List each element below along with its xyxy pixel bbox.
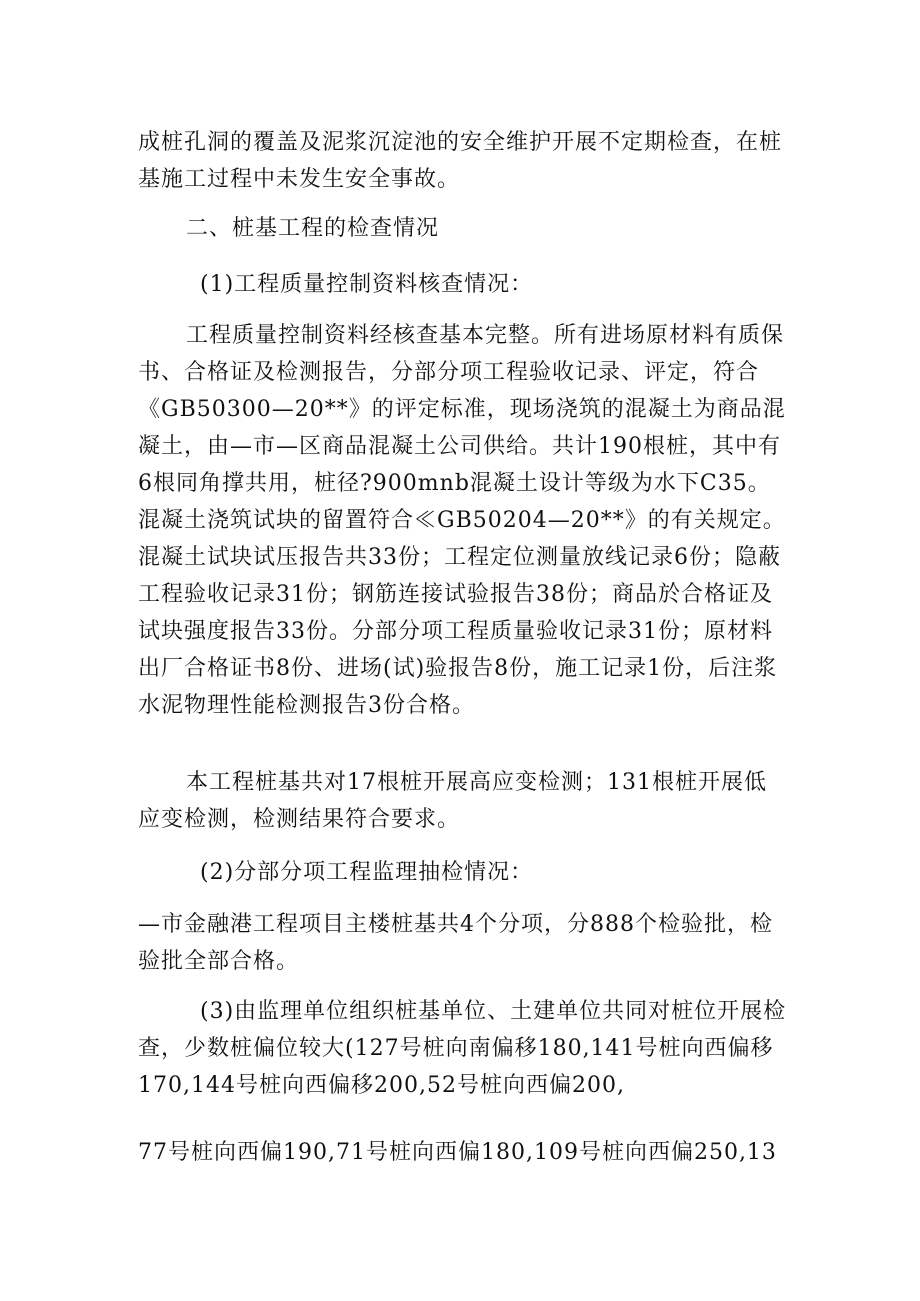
paragraph-pile-position-check: (3)由监理单位组织桩基单位、土建单位共同对桩位开展检查，少数桩偏位较大(127号桩向南偏移180,141号桩向西偏移170,144号桩向西偏移200,52号桩向西偏200, [138, 999, 787, 1098]
section-heading-pile-inspection: 二、桩基工程的检查情况 [186, 216, 440, 241]
subheading-quality-control: (1)工程质量控制资料核查情况： [200, 272, 534, 297]
paragraph-pile-offsets-continued: 77号桩向西偏190,71号桩向西偏180,109号桩向西偏250,13 [138, 1140, 777, 1165]
subheading-supervision-sampling: (2)分部分项工程监理抽检情况： [200, 860, 534, 885]
paragraph-safety-inspection: 成桩孔洞的覆盖及泥浆沉淀池的安全维护开展不定期检查，在桩基施工过程中未发生安全事故。 [138, 130, 783, 192]
paragraph-quality-control-details: 工程质量控制资料经核查基本完整。所有进场原材料有质保书、合格证及检测报告，分部分项工程验收记录、评定，符合《GB50300—20**》的评定标准，现场浇筑的混凝土为商品混凝土，由—市—区商品混凝土公司供给。共计190根桩，其中有6根同角撑共用，桩径?900mnb混凝土设计等级为水下C35。混凝土浇筑试块的留置符合≪GB50204—20**》的有关规定。混凝土试块试压报告共33份；工程定位测量放线记录6份；隐蔽工程验收记录31份；钢筋连接试验报告38份；商品於合格证及试块强度报告33份。分部分项工程质量验收记录31份；原材料出厂合格证书8份、进场(试)验报告8份，施工记录1份，后注浆水泥物理性能检测报告3份合格。 [138, 323, 786, 718]
paragraph-inspection-lots: —市金融港工程项目主楼桩基共4个分项，分888个检验批，检验批全部合格。 [138, 912, 773, 974]
paragraph-strain-testing: 本工程桩基共对17根桩开展高应变检测；131根桩开展低应变检测，检测结果符合要求。 [138, 770, 767, 832]
